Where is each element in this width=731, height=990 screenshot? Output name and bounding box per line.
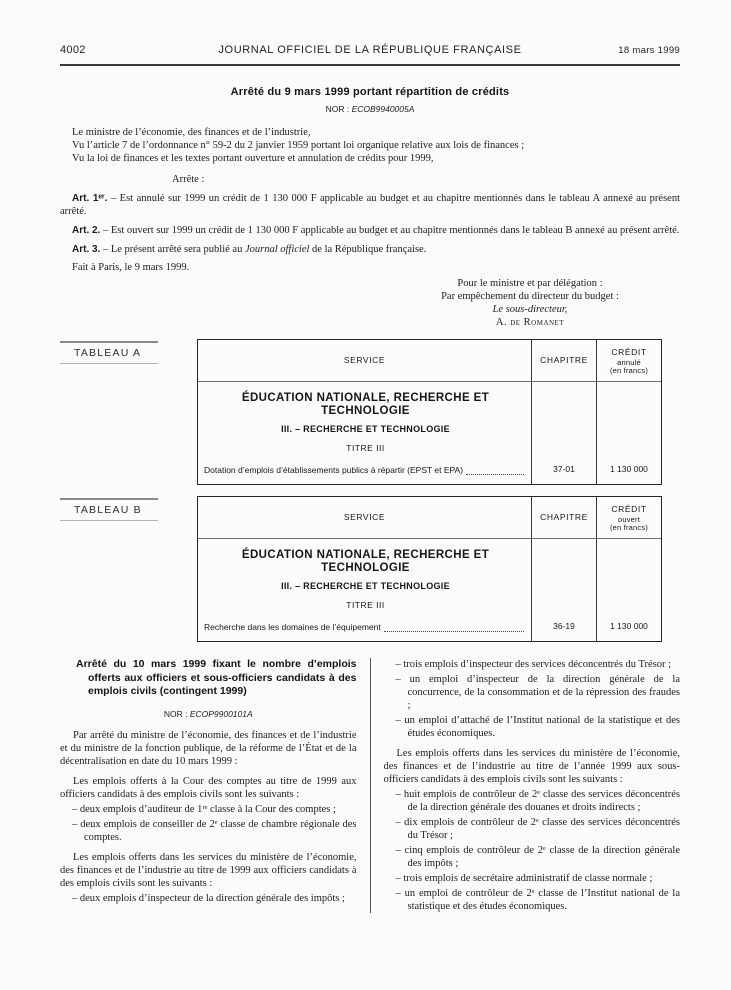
preamble-line: Vu la loi de finances et les textes portant ouverture et annulation de crédits pour 1999, — [72, 153, 434, 164]
decree2-nor — [60, 708, 357, 721]
table-row — [204, 464, 527, 477]
right-column — [371, 658, 681, 913]
decree-9-mars-1999 — [60, 86, 680, 329]
annex-tableau-a — [60, 339, 680, 485]
article-3-text-post: de la République française. — [309, 244, 427, 255]
signature-block — [380, 277, 680, 329]
nor-label: NOR : — [163, 708, 188, 719]
list-item: – cinq emplois de contrôleur de 2ᵉ classe de la direction générale des impôts ; — [395, 845, 680, 869]
tableau-a-label: TABLEAU A — [60, 341, 158, 364]
article-3-label: Art. 3. — [72, 244, 101, 255]
table-row — [204, 621, 527, 634]
list-item: – trois emplois de secrétaire administratif de classe normale ; — [395, 873, 653, 884]
tableau-a-table — [197, 339, 662, 485]
preamble-line: Vu l’article 7 de l’ordonnance n° 59-2 du 2 janvier 1959 portant loi organique relative aux lois de finances ; — [72, 140, 525, 151]
paragraph: Les emplois offerts à la Cour des comptes au titre de 1999 aux officiers candidats à des emplois civils sont les suivants : — [60, 775, 357, 800]
header-rule — [60, 64, 680, 66]
list-item: – un emploi de contrôleur de 2ᵉ classe de l’Institut national de la statistique et des études économiques. — [395, 888, 680, 912]
article-1-text: – Est annulé sur 1999 un crédit de 1 130 000 F applicable au budget et au chapitre mentionnés dans le tableau A annexé au présent arrêté. — [60, 193, 681, 217]
article-1-label: Art. 1ᵉʳ. — [72, 193, 108, 204]
decree-10-mars-1999 — [60, 658, 680, 913]
dotted-leader — [466, 474, 524, 475]
journal-title: JOURNAL OFFICIEL DE LA RÉPUBLIQUE FRANÇAISE — [218, 44, 522, 56]
titre-heading: TITRE III — [346, 443, 385, 453]
col-header-credit: CRÉDIT annulé (en francs) — [596, 340, 661, 381]
page-header — [60, 44, 680, 57]
tableau-b-table — [197, 496, 662, 642]
article-2 — [60, 224, 680, 237]
annex-tableau-b — [60, 496, 680, 642]
list-item: – deux emplois de conseiller de 2ᵉ classe de chambre régionale des comptes. — [72, 818, 357, 843]
list-item: – dix emplois de contrôleur de 2ᵉ classe des services déconcentrés du Trésor ; — [395, 817, 680, 841]
service-cell: Dotation d’emplois d’établissements publics à répartir (EPST et EPA) — [204, 465, 464, 475]
done-at-line: Fait à Paris, le 9 mars 1999. — [72, 262, 190, 273]
nor-code: ECOB9940005A — [351, 104, 415, 114]
article-2-text: – Est ouvert sur 1999 un crédit de 1 130 000 F applicable au budget et au chapitre mentionnés dans le tableau B annexé au présent arrêté. — [102, 225, 680, 236]
tableau-a-body — [198, 382, 661, 484]
tableau-a-header-row — [198, 340, 661, 382]
paragraph: Les emplois offerts dans les services du ministère de l’économie, des finances et de l’industrie au titre de l’année 1999 aux sous-officiers candidats à des emplois civils sont les suivants : — [383, 748, 680, 785]
chapitre-cell: 37-01 — [531, 382, 596, 484]
titre-heading: TITRE III — [346, 600, 385, 610]
decree1-preamble — [60, 126, 680, 165]
preamble-line: Le ministre de l’économie, des finances et de l’industrie, — [72, 127, 311, 138]
signature-line-1: Pour le ministre et par délégation : — [457, 278, 603, 289]
service-cell: Recherche dans les domaines de l’équipement — [204, 622, 381, 632]
dotted-leader — [384, 631, 524, 632]
tableau-b-body — [198, 539, 661, 641]
chapitre-cell: 36-19 — [531, 539, 596, 641]
col-header-service: SERVICE — [343, 355, 386, 365]
list-item: – trois emplois d’inspecteur des services déconcentrés du Trésor ; — [395, 659, 672, 670]
credit-cell: 1 130 000 — [596, 539, 661, 641]
col-header-credit: CRÉDIT ouvert (en francs) — [596, 497, 661, 538]
col-header-chapitre: CHAPITRE — [531, 497, 596, 538]
list-item: – deux emplois d’auditeur de 1ʳᵉ classe à la Cour des comptes ; — [72, 803, 336, 815]
nor-label: NOR : — [325, 104, 350, 114]
article-3-text-pre: – Le présent arrêté sera publié au — [102, 244, 245, 255]
signature-title: Le sous-directeur, — [492, 304, 568, 315]
ministry-heading: ÉDUCATION NATIONALE, RECHERCHE ET TECHNOLOGIE — [241, 392, 490, 417]
tableau-b-label: TABLEAU B — [60, 498, 158, 521]
section-heading: III. – RECHERCHE ET TECHNOLOGIE — [281, 581, 450, 591]
decree1-title: Arrêté du 9 mars 1999 portant répartition de crédits — [230, 86, 510, 98]
journal-officiel-italic: Journal officiel — [244, 244, 310, 255]
nor-code: ECOP9900101A — [189, 708, 253, 719]
section-heading: III. – RECHERCHE ET TECHNOLOGIE — [281, 424, 450, 434]
article-2-label: Art. 2. — [72, 225, 101, 236]
list-item: – un emploi d’attaché de l’Institut national de la statistique et des études économiques. — [395, 715, 680, 739]
list-item: – huit emplois de contrôleur de 2ᵉ classe des services déconcentrés de la direction générale des douanes et droits indirects ; — [395, 789, 680, 813]
list-item: – un emploi d’inspecteur de la direction générale de la concurrence, de la consommation et de la répression des fraudes ; — [395, 674, 680, 711]
article-3 — [60, 243, 680, 256]
col-header-chapitre: CHAPITRE — [531, 340, 596, 381]
signature-line-2: Par empêchement du directeur du budget : — [441, 291, 619, 302]
ministry-heading: ÉDUCATION NATIONALE, RECHERCHE ET TECHNOLOGIE — [241, 549, 490, 574]
page-number: 4002 — [60, 44, 86, 56]
signature-name: A. de Romanet — [495, 317, 565, 328]
paragraph: Les emplois offerts dans les services du ministère de l’économie, des finances et de l’industrie au titre de 1999 aux officiers candidats à des emplois civils sont les suivants : — [60, 851, 357, 889]
paragraph: Par arrêté du ministre de l’économie, des finances et de l’industrie et du ministre de la fonction publique, de la réforme de l’État et de la décentralisation en date du 10 mars 1999 : — [60, 729, 357, 767]
article-1 — [60, 192, 680, 218]
left-column — [60, 658, 370, 913]
col-header-service: SERVICE — [343, 512, 386, 522]
issue-date: 18 mars 1999 — [618, 45, 680, 56]
credit-cell: 1 130 000 — [596, 382, 661, 484]
decree2-title: Arrêté du 10 mars 1999 fixant le nombre d’emplois offerts aux officiers et sous-officiers candidats à des emplois civils (contingent 1999) — [76, 658, 357, 697]
decree1-nor — [60, 103, 680, 116]
tableau-b-header-row — [198, 497, 661, 539]
arrete-word: Arrête : — [172, 174, 205, 185]
list-item: – deux emplois d’inspecteur de la direction générale des impôts ; — [72, 892, 345, 904]
